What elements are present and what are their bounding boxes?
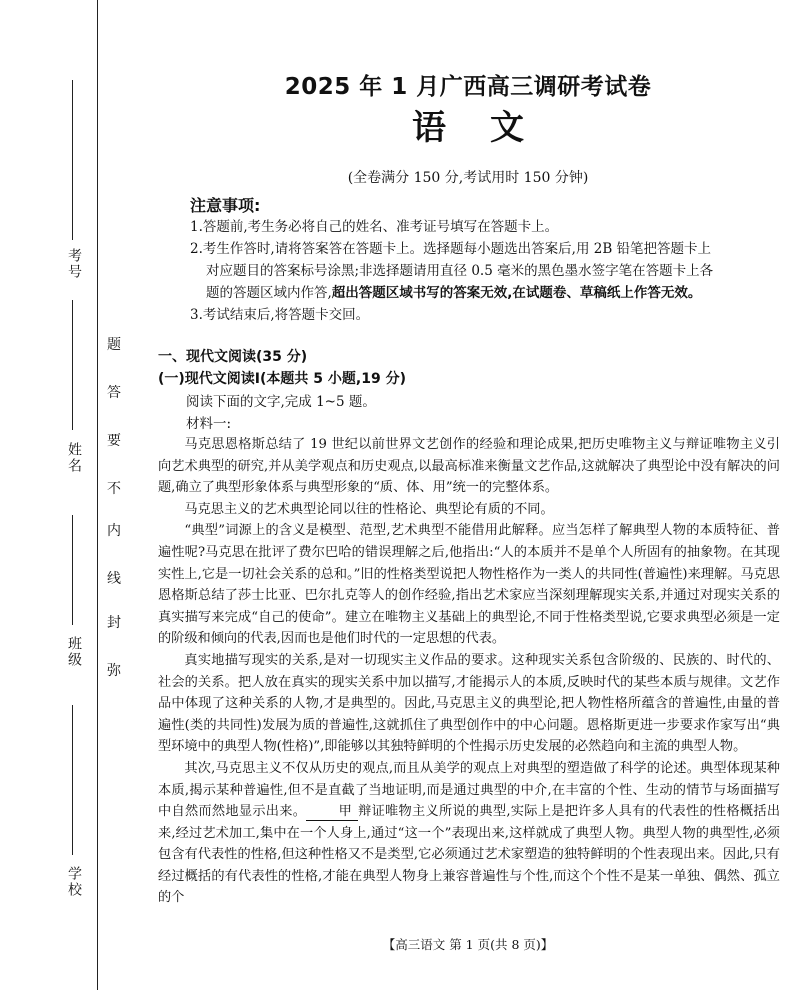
notice-item-2-line-3: [190, 282, 780, 304]
seal-word-8: 弥: [107, 663, 121, 679]
school-line: [72, 705, 73, 855]
seal-word-6: 线: [107, 571, 121, 587]
seal-word-1: 题: [107, 337, 121, 353]
article-paragraph-5-after: 辩证唯物主义所说的典型,实际上是把许多人具有的代表性的性格概括出来,经过艺术加工,集中在一个人身上,通过“这一个”表现出来,这样就成了典型人物。典型人物的典型性,必须包含有代表性的性格,但这种性格又不是类型,它必须通过艺术家塑造的独特鲜明的个性表现出来。因此,只有经过概括的有代表性的性格,才能在典型人物身上兼容普遍性与个性,而这个个性不是某一单独、偶然、孤立的个: [158, 804, 781, 906]
article-paragraph-5: [158, 758, 780, 909]
name-line: [72, 300, 73, 430]
name-label: 姓名: [66, 442, 82, 474]
notice-item-2-line-2: 对应题目的答案标号涂黑;非选择题请用直径 0.5 毫米的黑色墨水签字笔在答题卡上各: [206, 263, 714, 279]
article-paragraph-4: 真实地描写现实的关系,是对一切现实主义作品的要求。这种现实关系包含阶级的、民族的、时代的、社会的关系。把人放在真实的现实关系中加以描写,才能揭示人的本质,反映时代的某些本质与规律。文艺作品中体现了这种关系的人物,才是典型的。因此,马克思主义的典型论,把人物性格所蕴含的普遍性,由量的普遍性(类的共同性)发展为质的普遍性,这就抓住了典型创作中的中心问题。恩格斯更进一步要求作家写出“典型环境中的典型人物(性格)”,即能够以其独特鲜明的个性揭示历史发展的必然趋向和主流的典型人物。: [158, 652, 780, 755]
notice-list: [190, 216, 780, 326]
margin-vertical-line: [97, 0, 98, 990]
seal-word-7: 封: [107, 615, 121, 631]
seal-word-2: 答: [107, 385, 121, 401]
fill-blank-jia: 甲: [306, 804, 358, 821]
seal-word-5: 内: [107, 523, 121, 539]
material-label: 材料一:: [186, 416, 232, 432]
subject-title: 语文: [412, 108, 568, 148]
class-label: 班级: [66, 636, 82, 668]
notice-item-2-line-3-text: 题的答题区域内作答,: [206, 285, 332, 301]
article-paragraph-3: “典型”词源上的含义是模型、范型,艺术典型不能借用此解释。应当怎样了解典型人物的本质特征、普遍性呢?马克思在批评了费尔巴哈的错误理解之后,他指出:“人的本质并不是单个人所固有的抽象物。在其现实性上,它是一切社会关系的总和。”旧的性格类型说把人物性格作为一类人的共同性(普遍性)来理解。马克思恩格斯总结了莎士比亚、巴尔扎克等人的创作经验,指出艺术家应当深刻理解现实关系,并通过对现实关系的真实描写来完成“自己的使命”。建立在唯物主义基础上的典型论,不同于性格类型说,它要求典型必须是一定的阶级和倾向的代表,因而也是他们时代的一定思想的代表。: [158, 523, 780, 647]
seal-word-4: 不: [107, 481, 121, 497]
exam-number-line: [72, 80, 73, 240]
exam-page: [158, 0, 781, 990]
notice-emphasis: 超出答题区域书写的答案无效,在试题卷、草稿纸上作答无效。: [331, 285, 702, 301]
exam-title: 2025 年 1 月广西高三调研考试卷: [284, 74, 652, 100]
page-footer: 【高三语文 第 1 页(共 8 页)】: [382, 937, 554, 952]
notice-item-3: 3.考试结束后,将答题卡交回。: [190, 307, 370, 323]
exam-meta: (全卷满分 150 分,考试用时 150 分钟): [347, 170, 589, 186]
notice-item-2-line-1: 2.考生作答时,请将答案答在答题卡上。选择题每小题选出答案后,用 2B 铅笔把答题卡上: [190, 241, 712, 257]
article-body: [158, 434, 780, 909]
sub-section-heading: (一)现代文阅读Ⅰ(本题共 5 小题,19 分): [158, 371, 406, 387]
binding-margin: [0, 0, 140, 990]
seal-word-3: 要: [107, 433, 121, 449]
article-paragraph-1: 马克思恩格斯总结了 19 世纪以前世界文艺创作的经验和理论成果,把历史唯物主义与辩证唯物主义引向艺术典型的研究,并从美学观点和历史观点,以最高标准来衡量文艺作品,这就解决了典型论中没有解决的问题,确立了典型形象体系与典型形象的“质、体、用”统一的完整体系。: [158, 437, 780, 496]
notice-item-1: 1.答题前,考生务必将自己的姓名、准考证号填写在答题卡上。: [190, 219, 559, 235]
reading-instruction: 阅读下面的文字,完成 1~5 题。: [186, 394, 376, 410]
exam-number-label: 考号: [66, 248, 82, 280]
article-paragraph-2: 马克思主义的艺术典型论同以往的性格论、典型论有质的不同。: [184, 501, 554, 517]
class-line: [72, 515, 73, 625]
section-heading: 一、现代文阅读(35 分): [158, 349, 308, 365]
article-paragraph-5-before: 其次,马克思主义不仅从历史的观点,而且从美学的观点上对典型的塑造做了科学的论述。典型体现某种本质,揭示某种普遍性,但不是直截了当地证明,而是通过典型的中介,在丰富的个性、生动的情节与场面描写中自然而然地显示出来。: [158, 760, 780, 820]
school-label: 学校: [66, 866, 82, 898]
notice-title: 注意事项:: [190, 196, 261, 215]
